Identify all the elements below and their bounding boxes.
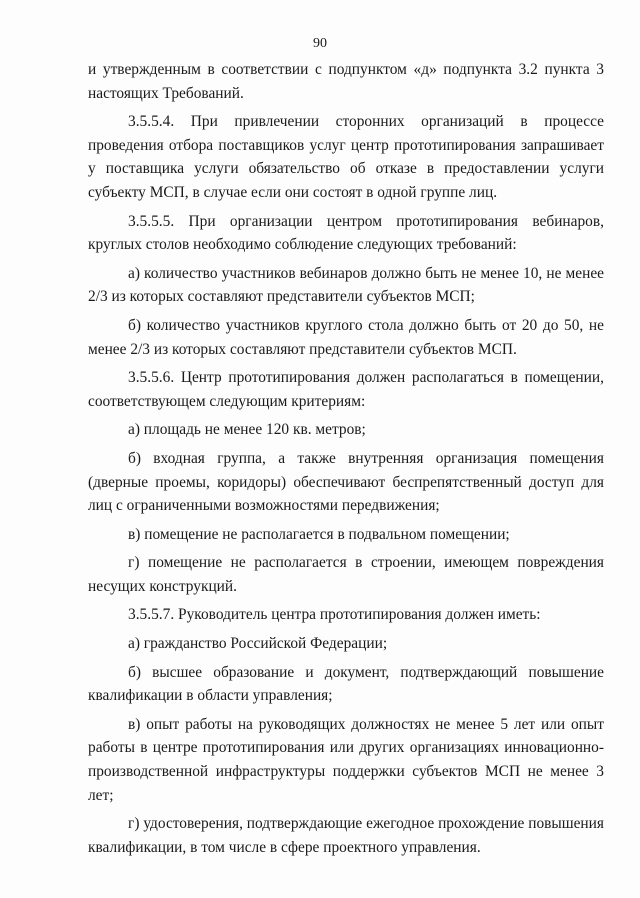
- list-item-certificates: г) удостоверения, подтверждающие ежегодное прохождение повышения квалификации, в том числе в сфере проектного управления.: [88, 815, 604, 856]
- list-item-citizenship: а) гражданство Российской Федерации;: [128, 635, 388, 653]
- list-item-webinars: а) количество участников вебинаров должно быть не менее 10, не менее 2/3 из которых составляют представители субъектов МСП;: [88, 264, 604, 306]
- page-number: 90: [313, 36, 327, 51]
- paragraph-3-5-5-5: 3.5.5.5. При организации центром прототипирования вебинаров, круглых столов необходимо соблюдение следующих требований:: [88, 212, 604, 254]
- list-item-round-table: б) количество участников круглого стола должно быть от 20 до 50, не менее 2/3 из которых составляют представители субъектов МСП.: [88, 316, 604, 358]
- paragraph-continuation: и утвержденным в соответствии с подпунктом «д» подпункта 3.2 пункта 3 настоящих Требований.: [88, 61, 604, 102]
- paragraph-3-5-5-7: 3.5.5.7. Руководитель центра прототипирования должен иметь:: [128, 606, 541, 624]
- list-item-structure: г) помещение не располагается в строении, имеющем повреждения несущих конструкций.: [88, 554, 604, 595]
- list-item-basement: в) помещение не располагается в подвальном помещении;: [128, 525, 510, 543]
- list-item-entrance: б) входная группа, а также внутренняя организация помещения (дверные проемы, коридоры) обеспечивают беспрепятственный доступ для лиц с ограниченными возможностями передвижения;: [88, 449, 604, 515]
- list-item-area: а) площадь не менее 120 кв. метров;: [128, 421, 366, 439]
- list-item-education: б) высшее образование и документ, подтверждающий повышение квалификации в области управления;: [88, 663, 604, 705]
- document-body: [88, 58, 604, 864]
- list-item-experience: в) опыт работы на руководящих должностях не менее 5 лет или опыт работы в центре прототипирования или других организациях инновационно-производственной инфраструктуры поддержки субъектов МСП не менее 3 лет;: [88, 715, 604, 804]
- paragraph-3-5-5-4: 3.5.5.4. При привлечении сторонних организаций в процессе проведения отбора поставщиков услуг центр прототипирования запрашивает у поставщика услуги обязательство об отказе в предоставлении услуги субъекту МСП, в случае если они состоят в одной группе лиц.: [88, 113, 604, 201]
- paragraph-3-5-5-6: 3.5.5.6. Центр прототипирования должен располагаться в помещении, соответствующем следующим критериям:: [88, 369, 604, 410]
